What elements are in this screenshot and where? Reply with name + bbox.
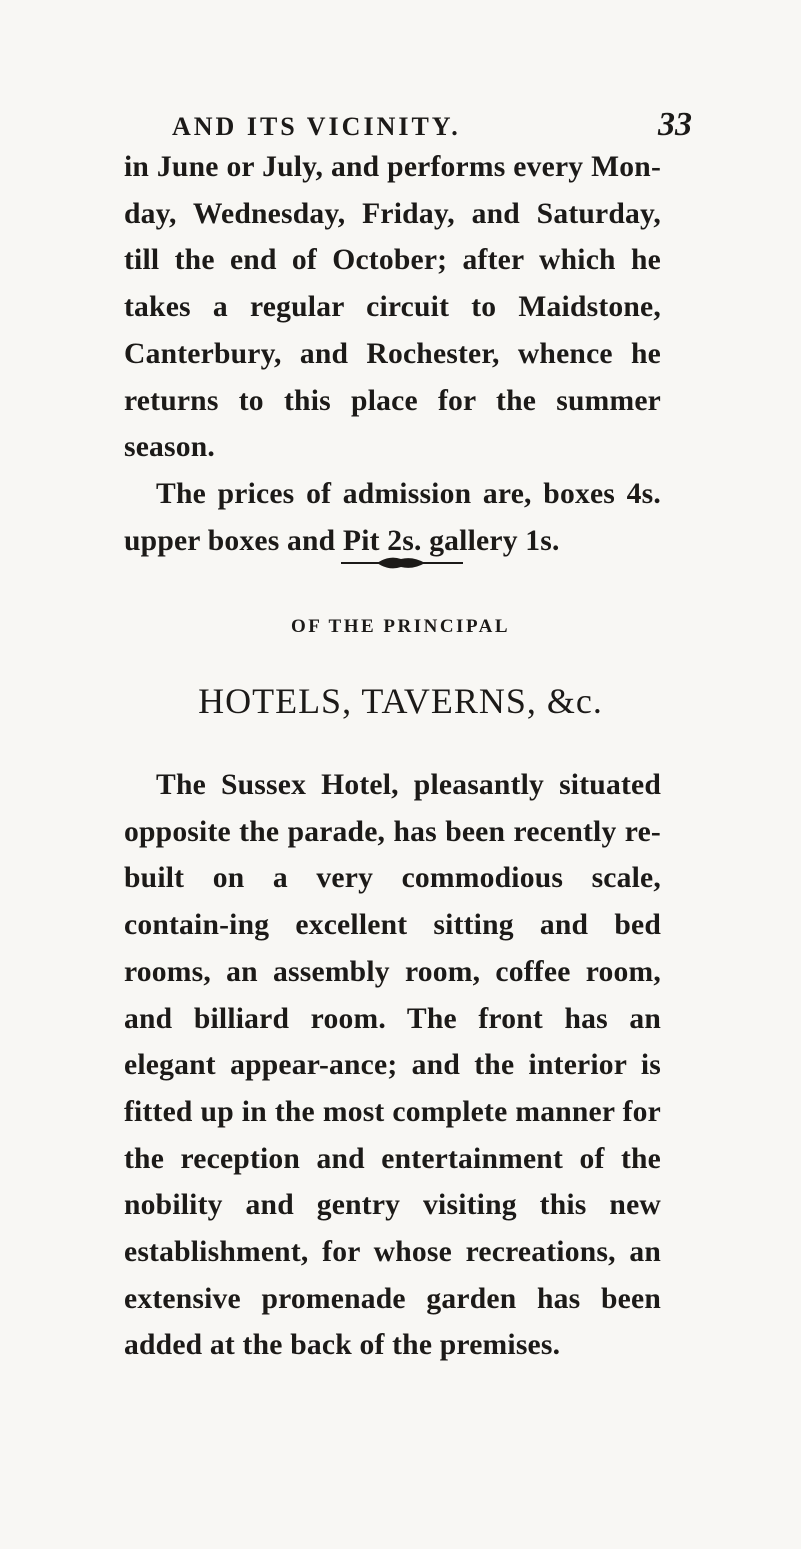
paragraph-text: The Sussex Hotel, pleasantly situated opposite the parade, has been recently re-built on a very commodious scale, contain-ing excellent sitting and bed rooms, an assembly room, coffee room, and billiard room. The front has an elegant appear-ance; and the interior is fitted up in the most complete manner for the reception and entertainment of the nobility and gentry visiting this new establishment, for whose recreations, an extensive promenade garden has been added at the back of the premises. — [124, 769, 661, 1362]
paragraph-sussex-hotel — [124, 762, 661, 1369]
running-title: AND ITS VICINITY. — [172, 112, 461, 141]
paragraph-text: The prices of admission are, boxes 4s. upper boxes and Pit 2s. gallery 1s. — [124, 478, 661, 557]
paragraph-text: in June or July, and performs every Mon-day, Wednesday, Friday, and Saturday, till the end of October; after which he takes a regular circuit to Maidstone, Canterbury, and Rochester, whence he returns to this place for the summer season. — [124, 151, 661, 464]
section-kicker: OF THE PRINCIPAL — [290, 616, 511, 637]
section-title: HOTELS, TAVERNS, &c. — [198, 681, 603, 721]
paragraph-continuation — [124, 144, 661, 471]
paragraph-prices — [124, 471, 661, 564]
page-number: 33 — [658, 106, 692, 143]
printer-ornament-rule-icon — [341, 555, 463, 571]
